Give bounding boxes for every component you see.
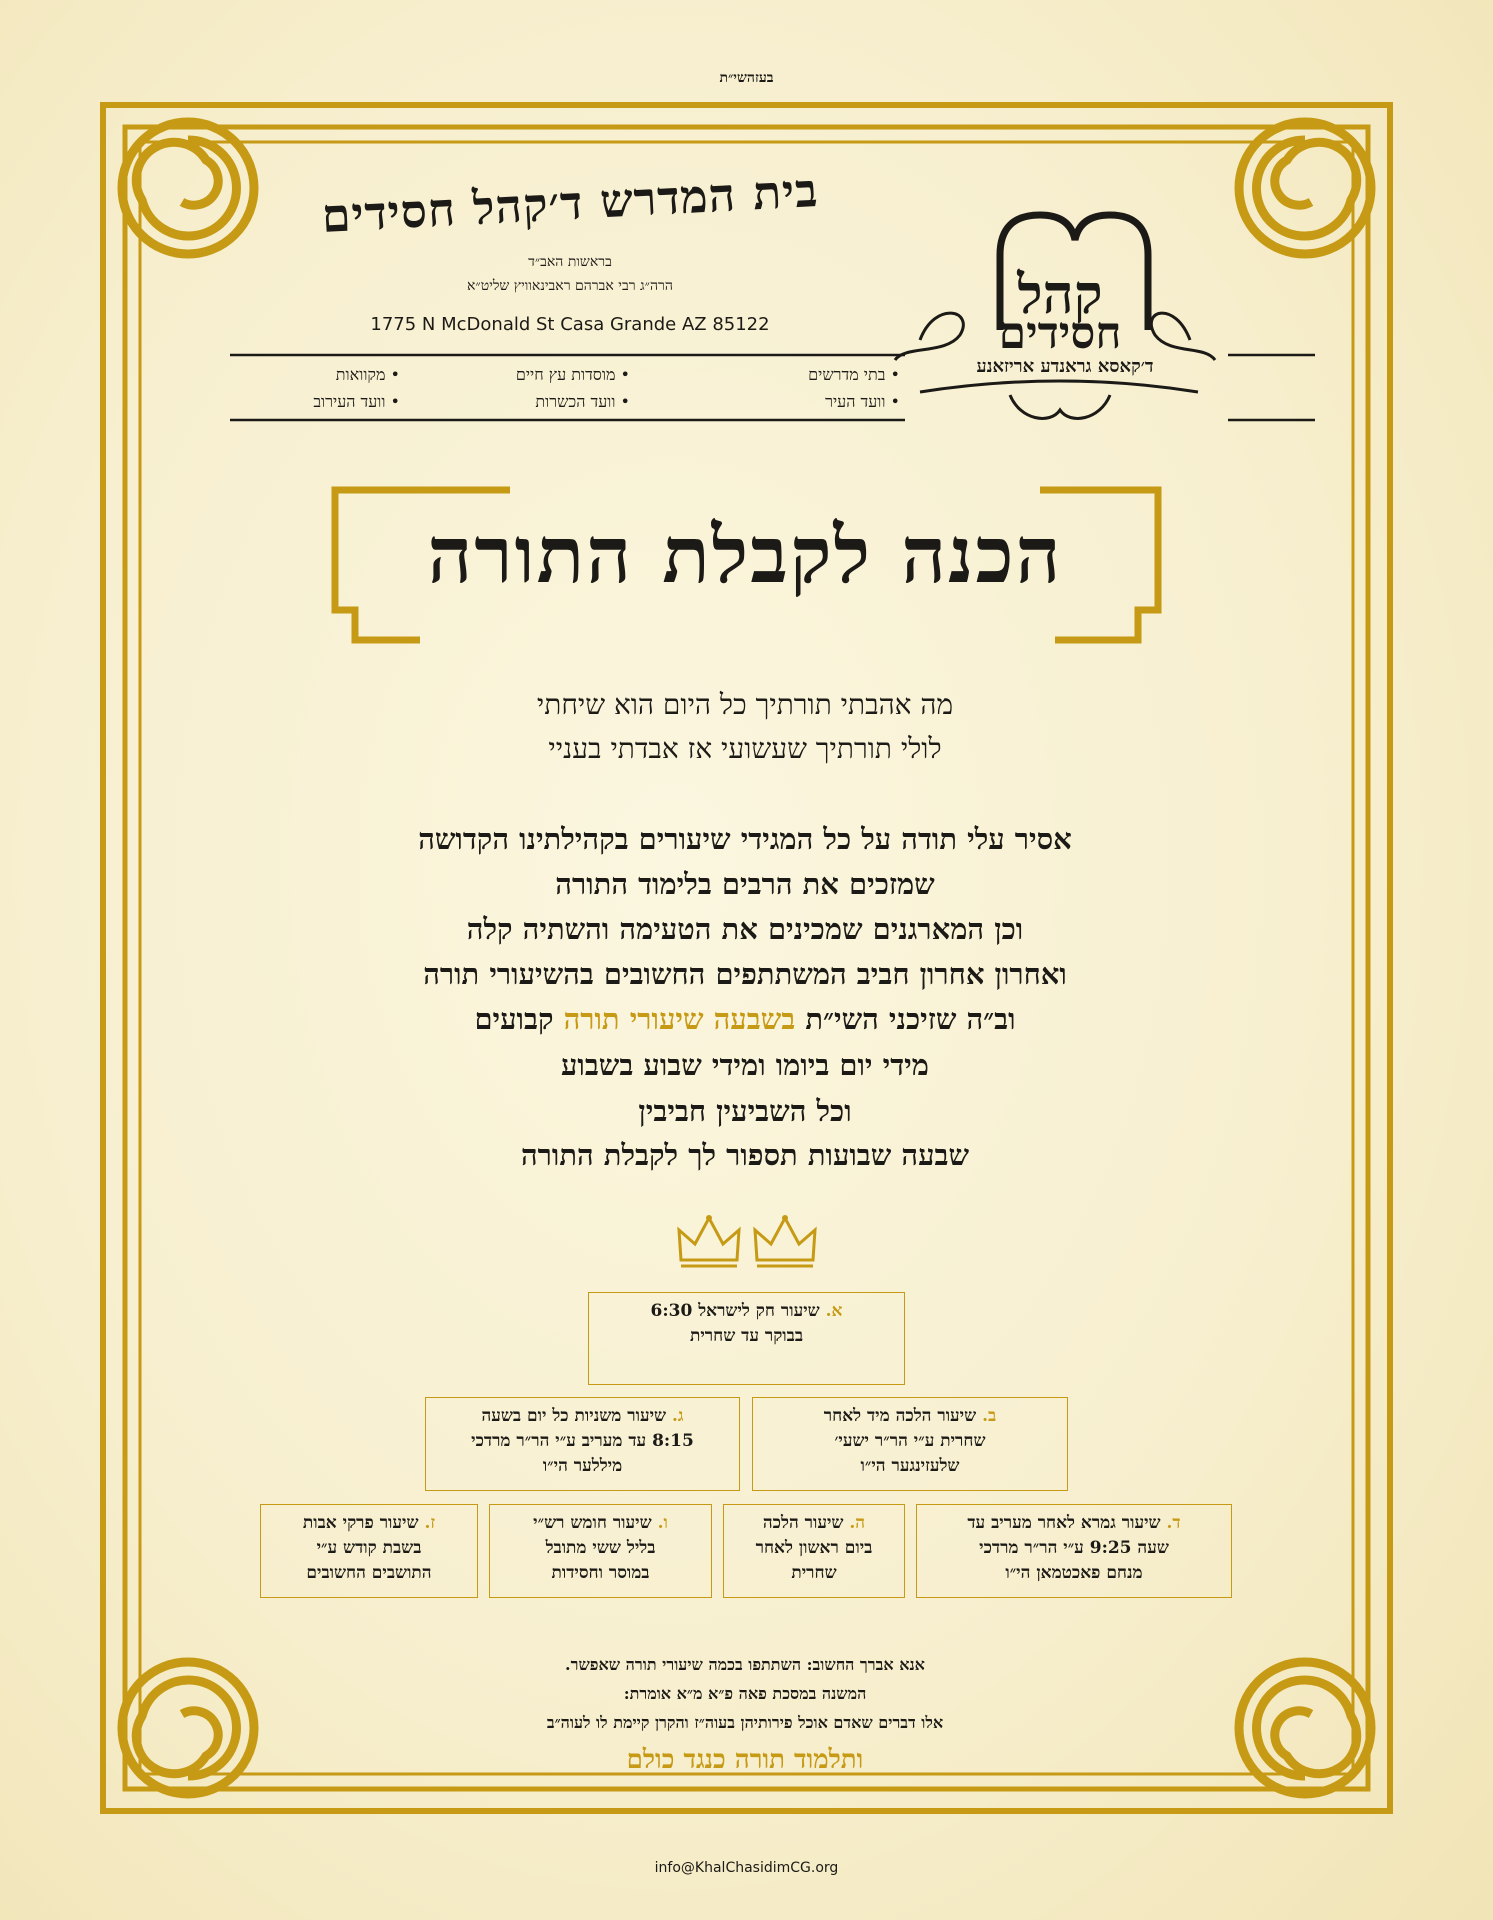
department-item: • מוסדות עץ חיים xyxy=(515,365,630,384)
body-line-highlight: וב״ה שזיכני השי״ת בשבעה שיעורי תורה קבועים xyxy=(474,1002,1016,1036)
shiur-box-c: ג. שיעור משניות כל יום בשעה 8:15 עד מעריב ע״י הר״ר מרדכי מיללער הי״ו xyxy=(425,1397,740,1491)
shiur-box-f: ו. שיעור חומש רש״י בליל ששי מתובל במוסר וחסידות xyxy=(489,1504,712,1598)
body-line: וכל השביעין חביבין xyxy=(638,1094,852,1128)
logo-location: ד׳קאסא גראנדע אריזאנע xyxy=(976,356,1154,377)
spiral-icon xyxy=(122,122,254,254)
closing-line: ותלמוד תורה כנגד כולם xyxy=(626,1745,864,1775)
main-title: הכנה לקבלת התורה xyxy=(427,510,1063,601)
leadership-label: בראשות האב״ד xyxy=(528,254,612,270)
body-line: אסיר עלי תודה על כל המגידי שיעורים בקהילתינו הקדושה xyxy=(418,822,1072,856)
spiral-icon xyxy=(1239,1662,1371,1794)
shiur-box-a: א. שיעור חק לישראל 6:30 בבוקר עד שחרית xyxy=(588,1292,905,1385)
rabbi-name: הרה״ג רבי אברהם ראבינאוויץ שליט״א xyxy=(467,278,673,294)
body-line: ואחרון אחרון חביב המשתתפים החשובים בהשיעורי תורה xyxy=(423,957,1067,991)
shiur-box-d: ד. שיעור גמרא לאחר מעריב עד שעה 9:25 ע״י הר״ר מרדכי מנחם פאכטמאן הי״ו xyxy=(916,1504,1232,1598)
contact-email[interactable]: info@KhalChasidimCG.org xyxy=(654,1860,839,1876)
spiral-icon xyxy=(122,1662,254,1794)
body-line: שמזכים את הרבים בלימוד התורה xyxy=(555,867,935,901)
body-line: וכן המארגנים שמכינים את הטעימה והשתיה קלה xyxy=(466,912,1024,946)
department-item: • וועד העירוב xyxy=(313,392,400,411)
footer-line: המשנה במסכת פאה פ״א מ״א אומרת: xyxy=(623,1684,867,1703)
verse-line: מה אהבתי תורתיך כל היום הוא שיחתי xyxy=(536,688,954,721)
logo-name-line2: חסידים xyxy=(998,308,1122,359)
synagogue-title: בית המדרש ד׳קהל חסידים xyxy=(320,163,820,243)
department-item: • מקוואות xyxy=(335,365,400,384)
department-item: • בתי מדרשים xyxy=(808,365,900,384)
verse-line: לולי תורתיך שעשועי אז אבדתי בעניי xyxy=(548,732,942,765)
department-item: • וועד העיר xyxy=(825,392,900,411)
crown-icon xyxy=(675,1212,820,1274)
footer-line: אנא אברך החשוב: השתתפו בכמה שיעורי תורה שאפשר. xyxy=(565,1655,925,1674)
logo-name-line1: קהל xyxy=(1017,262,1103,326)
department-item: • וועד הכשרות xyxy=(535,392,630,411)
shiur-box-g: ז. שיעור פרקי אבות בשבת קודש ע״י התושבים החשובים xyxy=(260,1504,478,1598)
body-line: מידי יום ביומו ומידי שבוע בשבוע xyxy=(561,1048,929,1082)
top-blessing: בעזהשי״ת xyxy=(719,70,774,86)
footer-line: אלו דברים שאדם אוכל פירותיהן בעוה״ז והקרן קיימת לו לעוה״ב xyxy=(546,1713,944,1732)
shiur-box-e: ה. שיעור הלכה ביום ראשון לאחר שחרית xyxy=(723,1504,905,1598)
body-line: שבעה שבועות תספור לך לקבלת התורה xyxy=(521,1138,969,1172)
spiral-icon xyxy=(1239,122,1371,254)
shiur-box-b: ב. שיעור הלכה מיד לאחר שחרית ע״י הר״ר ישעי׳ שלעזינגער הי״ו xyxy=(752,1397,1068,1491)
highlight-text: בשבעה שיעורי תורה xyxy=(563,1002,796,1036)
address: 1775 N McDonald St Casa Grande AZ 85122 xyxy=(370,314,770,335)
